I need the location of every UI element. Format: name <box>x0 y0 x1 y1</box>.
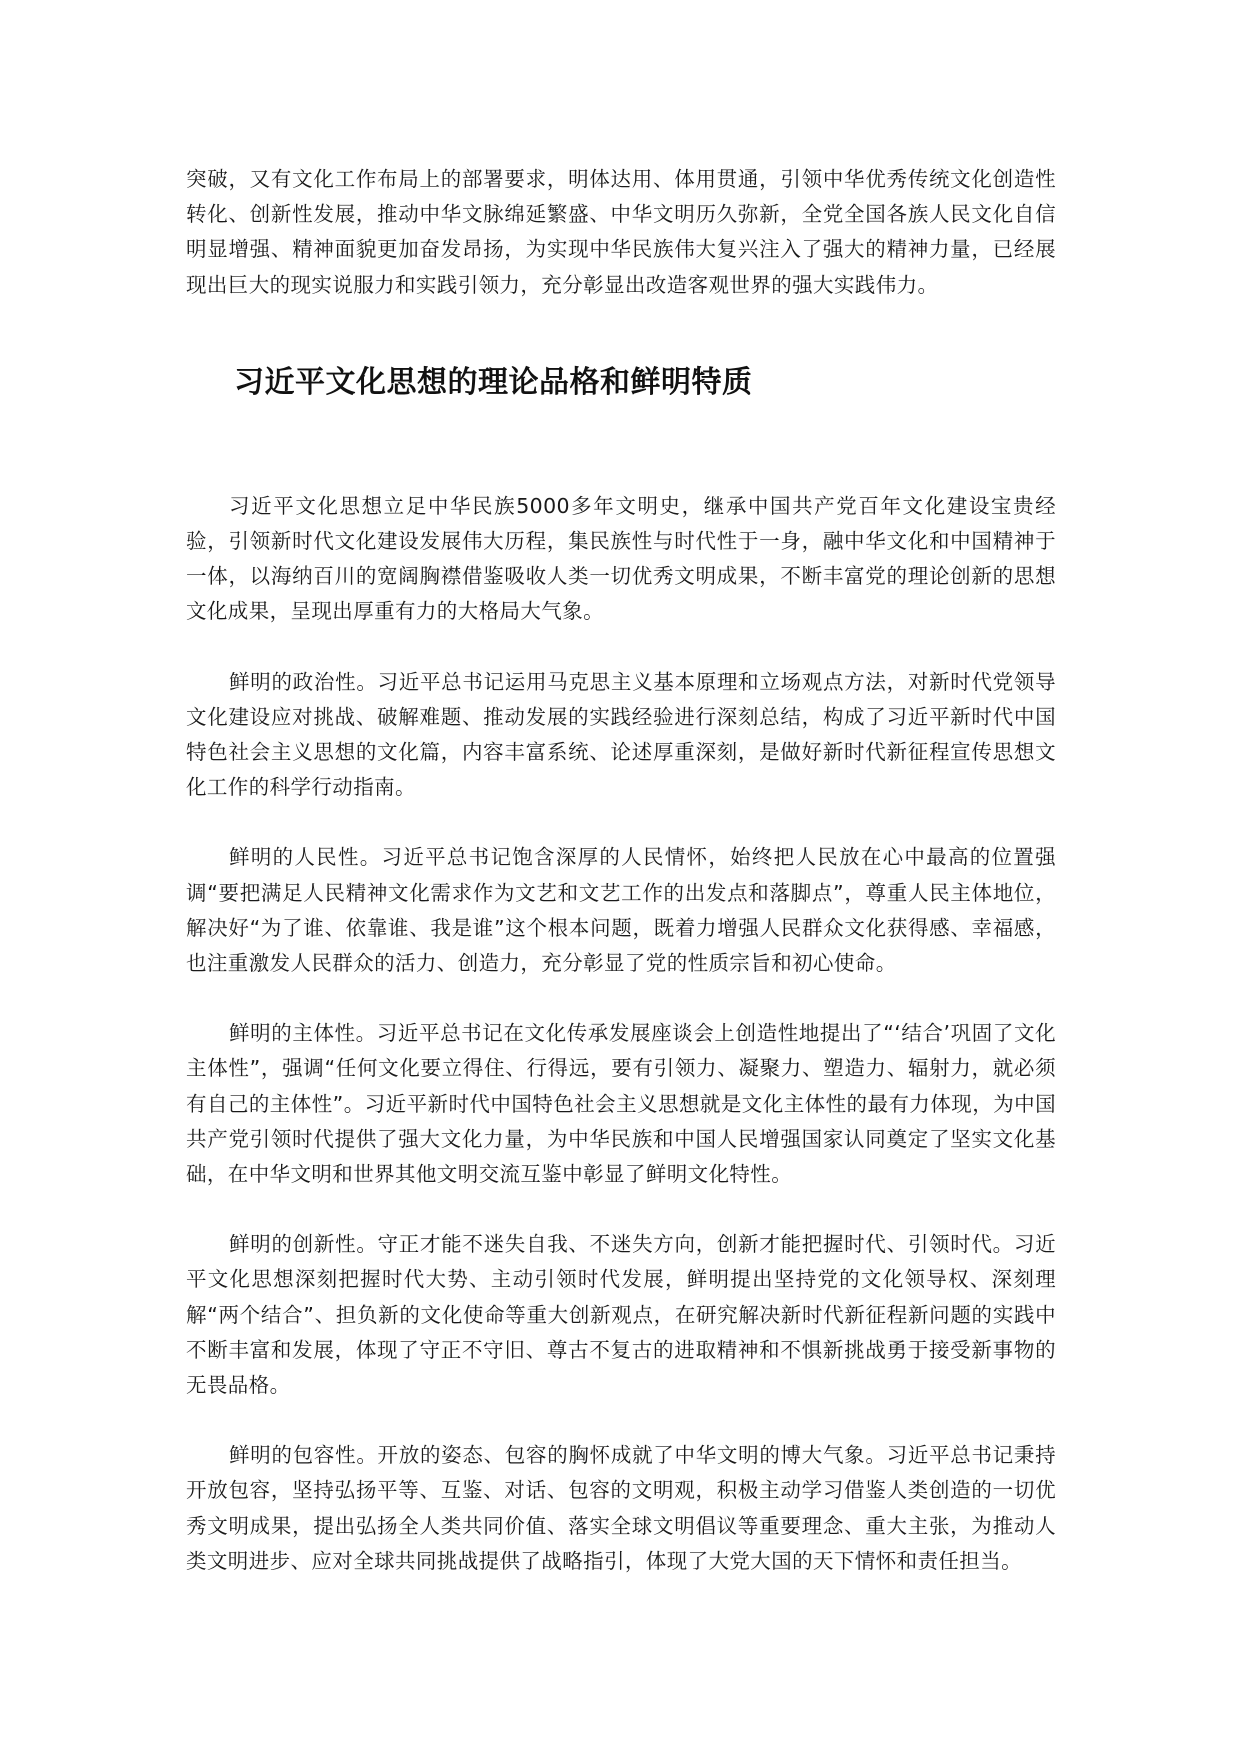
body-paragraph-people: 鲜明的人民性。习近平总书记饱含深厚的人民情怀，始终把人民放在心中最高的位置强调“要把满足人民精神文化需求作为文艺和文艺工作的出发点和落脚点”，尊重人民主体地位，解决好“为了谁、依靠谁、我是谁”这个根本问题，既着力增强人民群众文化获得感、幸福感，也注重激发人民群众的活力、创造力，充分彰显了党的性质宗旨和初心使命。 <box>186 845 1056 976</box>
body-paragraph-overview: 习近平文化思想立足中华民族5000多年文明史，继承中国共产党百年文化建设宝贵经验，引领新时代文化建设发展伟大历程，集民族性与时代性于一身，融中华文化和中国精神于一体，以海纳百川的宽阔胸襟借鉴吸收人类一切优秀文明成果，不断丰富党的理论创新的思想文化成果，呈现出厚重有力的大格局大气象。 <box>186 493 1056 624</box>
body-paragraph-inclusiveness: 鲜明的包容性。开放的姿态、包容的胸怀成就了中华文明的博大气象。习近平总书记秉持开放包容，坚持弘扬平等、互鉴、对话、包容的文明观，积极主动学习借鉴人类创造的一切优秀文明成果，提出弘扬全人类共同价值、落实全球文明倡议等重要理念、重大主张，为推动人类文明进步、应对全球共同挑战提供了战略指引，体现了大党大国的天下情怀和责任担当。 <box>186 1443 1056 1573</box>
document-page <box>186 162 1056 1579</box>
body-paragraph-subjectivity: 鲜明的主体性。习近平总书记在文化传承发展座谈会上创造性地提出了“‘结合’巩固了文化主体性”，强调“任何文化要立得住、行得远，要有引领力、凝聚力、塑造力、辐射力，就必须有自己的主体性”。习近平新时代中国特色社会主义思想就是文化主体性的最有力体现，为中国共产党引领时代提供了强大文化力量，为中华民族和中国人民增强国家认同奠定了坚实文化基础，在中华文明和世界其他文明交流互鉴中彰显了鲜明文化特性。 <box>186 1021 1056 1187</box>
intro-paragraph: 突破，又有文化工作布局上的部署要求，明体达用、体用贯通，引领中华优秀传统文化创造性转化、创新性发展，推动中华文脉绵延繁盛、中华文明历久弥新，全党全国各族人民文化自信明显增强、精神面貌更加奋发昂扬，为实现中华民族伟大复兴注入了强大的精神力量，已经展现出巨大的现实说服力和实践引领力，充分彰显出改造客观世界的强大实践伟力。 <box>186 167 1056 297</box>
body-paragraph-innovation: 鲜明的创新性。守正才能不迷失自我、不迷失方向，创新才能把握时代、引领时代。习近平文化思想深刻把握时代大势、主动引领时代发展，鲜明提出坚持党的文化领导权、深刻理解“两个结合”、担负新的文化使命等重大创新观点，在研究解决新时代新征程新问题的实践中不断丰富和发展，体现了守正不守旧、尊古不复古的进取精神和不惧新挑战勇于接受新事物的无畏品格。 <box>186 1232 1056 1398</box>
body-paragraph-political: 鲜明的政治性。习近平总书记运用马克思主义基本原理和立场观点方法，对新时代党领导文化建设应对挑战、破解难题、推动发展的实践经验进行深刻总结，构成了习近平新时代中国特色社会主义思想的文化篇，内容丰富系统、论述厚重深刻，是做好新时代新征程宣传思想文化工作的科学行动指南。 <box>186 669 1056 800</box>
section-heading: 习近平文化思想的理论品格和鲜明特质 <box>234 364 753 400</box>
